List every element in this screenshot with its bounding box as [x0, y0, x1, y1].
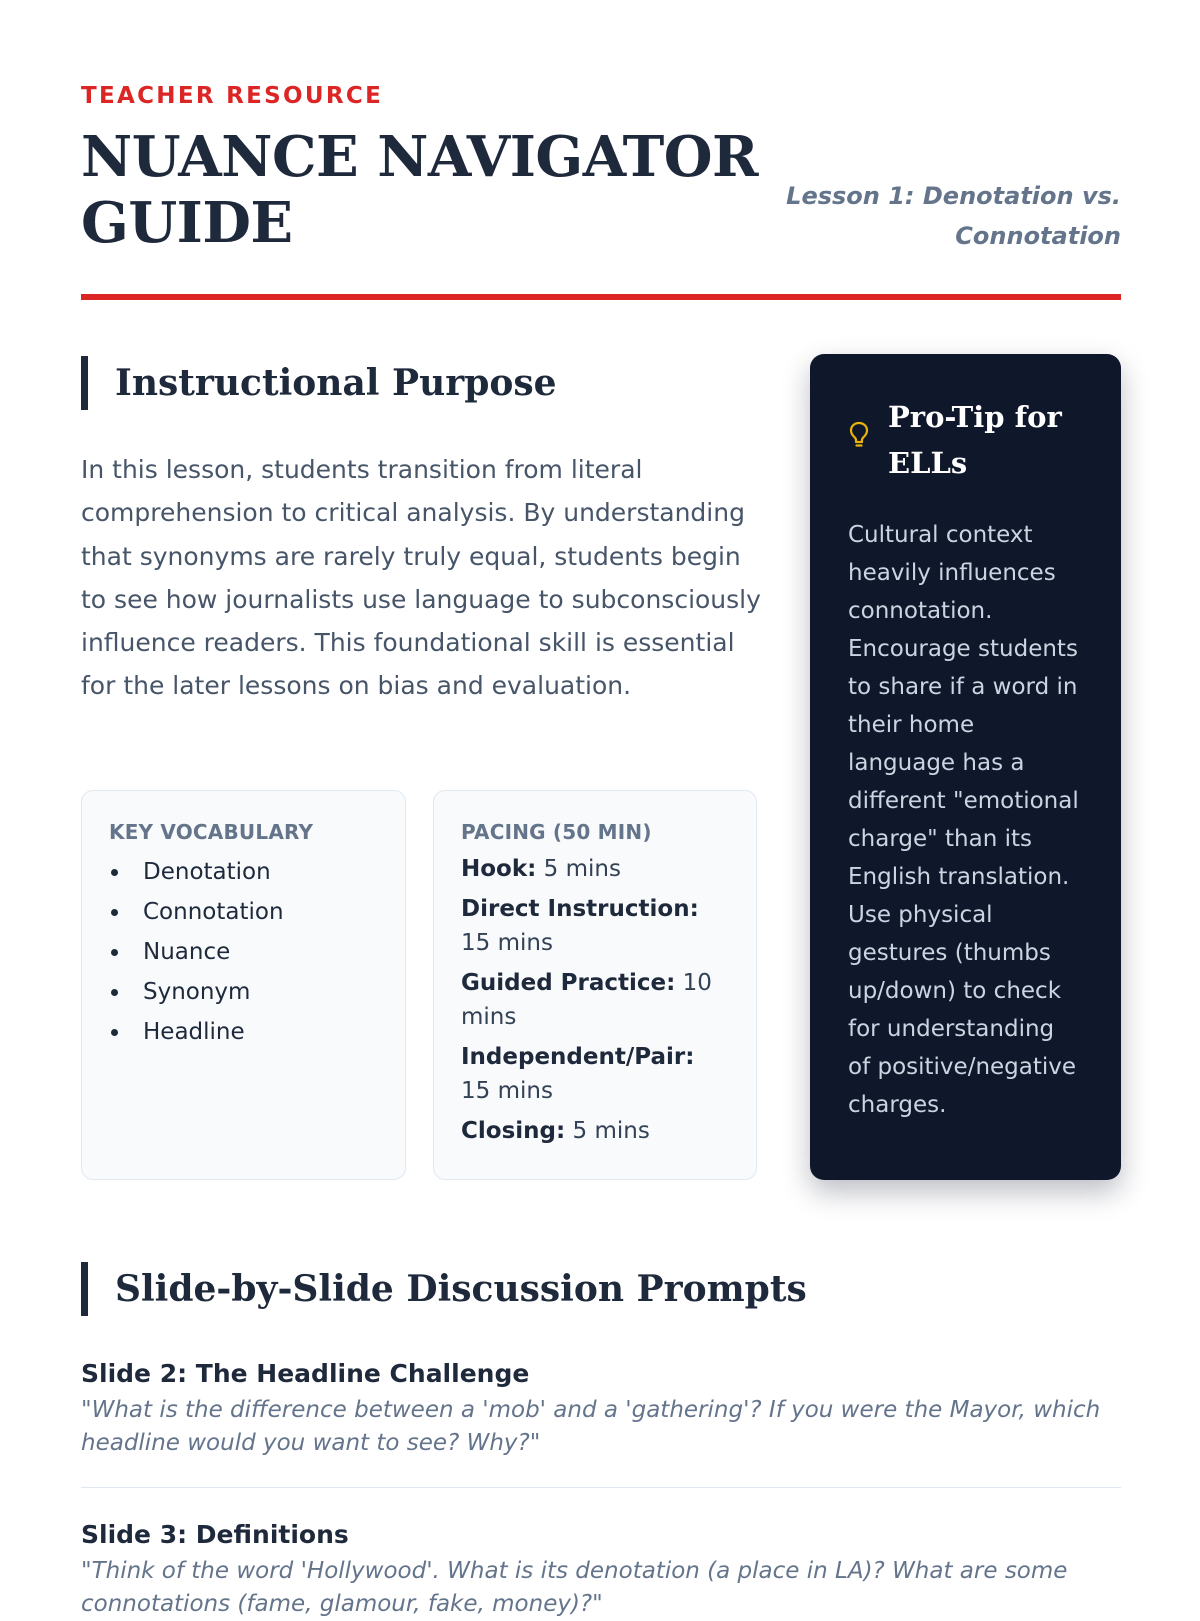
- prompt-title: Slide 2: The Headline Challenge: [81, 1359, 530, 1388]
- vocabulary-item: [109, 972, 378, 1012]
- pacing-item: [461, 852, 729, 886]
- pro-tip-header: [848, 394, 1083, 486]
- prompt-item: [81, 1357, 1121, 1460]
- prompt-title: Slide 3: Definitions: [81, 1520, 349, 1549]
- bullet-icon: [111, 1029, 118, 1036]
- prompt-item: [81, 1518, 1121, 1621]
- pacing-segment: Hook:: [461, 856, 537, 882]
- pacing-label: PACING (50 MIN): [461, 820, 652, 844]
- vocabulary-item: [109, 892, 378, 932]
- vocabulary-card: [81, 790, 406, 1180]
- pacing-segment: Independent/Pair:: [461, 1044, 695, 1070]
- prompt-quote: "What is the difference between a 'mob' and a 'gathering'? If you were the Mayor, which headline would you want to see? Why?": [81, 1397, 1101, 1456]
- pacing-time: 15 mins: [461, 930, 553, 956]
- vocabulary-term: Denotation: [143, 859, 271, 885]
- vocabulary-label: KEY VOCABULARY: [109, 820, 314, 844]
- vocabulary-term: Nuance: [143, 939, 231, 965]
- bullet-icon: [111, 909, 118, 916]
- purpose-heading: Instructional Purpose: [81, 356, 557, 410]
- vocabulary-term: Connotation: [143, 899, 284, 925]
- guide-header: [81, 82, 1121, 300]
- pro-tip-title: Pro-Tip for ELLs: [888, 400, 1062, 480]
- page-title: NUANCE NAVIGATOR GUIDE: [81, 124, 759, 256]
- bullet-icon: [111, 989, 118, 996]
- pro-tip-panel: [810, 354, 1121, 1180]
- purpose-paragraph: In this lesson, students transition from literal comprehension to critical analysis. By understanding that synonyms are rarely truly equal, students begin to see how journalists use language to subconsciously influence readers. This foundational skill is essential for the later lessons on bias and evaluation.: [81, 455, 761, 701]
- vocabulary-item: [109, 852, 378, 892]
- pacing-segment: Direct Instruction:: [461, 896, 699, 922]
- prompts-heading: Slide-by-Slide Discussion Prompts: [81, 1262, 807, 1316]
- pacing-item: [461, 966, 729, 1034]
- bullet-icon: [111, 949, 118, 956]
- bullet-icon: [111, 869, 118, 876]
- pacing-time: 15 mins: [461, 1078, 553, 1104]
- vocabulary-item: [109, 932, 378, 972]
- header-divider: [81, 294, 1121, 300]
- vocabulary-item: [109, 1012, 378, 1052]
- pacing-time: 10 mins: [461, 970, 712, 1030]
- prompt-divider: [81, 1487, 1121, 1488]
- pacing-time: 5 mins: [543, 856, 621, 882]
- pacing-time: 5 mins: [572, 1118, 650, 1144]
- pacing-item: [461, 1114, 729, 1148]
- vocabulary-list: [109, 852, 378, 1052]
- vocabulary-term: Synonym: [143, 979, 251, 1005]
- teacher-guide-page: [81, 0, 1121, 1617]
- vocabulary-term: Headline: [143, 1019, 245, 1045]
- prompt-quote: "Think of the word 'Hollywood'. What is its denotation (a place in LA)? What are some connotations (fame, glamour, fake, money)?": [81, 1558, 1068, 1617]
- pro-tip-text: Cultural context heavily influences connotation. Encourage students to share if a word in their home language has a different "emotional charge" than its English translation. Use physical gestures (thumbs up/down) to check for understanding of positive/negative charges.: [848, 522, 1079, 1118]
- lightbulb-icon: [848, 420, 870, 450]
- pacing-item: [461, 1040, 729, 1108]
- pacing-segment: Closing:: [461, 1118, 566, 1144]
- pacing-card: [433, 790, 757, 1180]
- pacing-segment: Guided Practice:: [461, 970, 676, 996]
- pacing-item: [461, 892, 729, 960]
- lesson-subtitle: Lesson 1: Denotation vs. Connotation: [786, 182, 1121, 250]
- resource-eyebrow: TEACHER RESOURCE: [81, 83, 384, 109]
